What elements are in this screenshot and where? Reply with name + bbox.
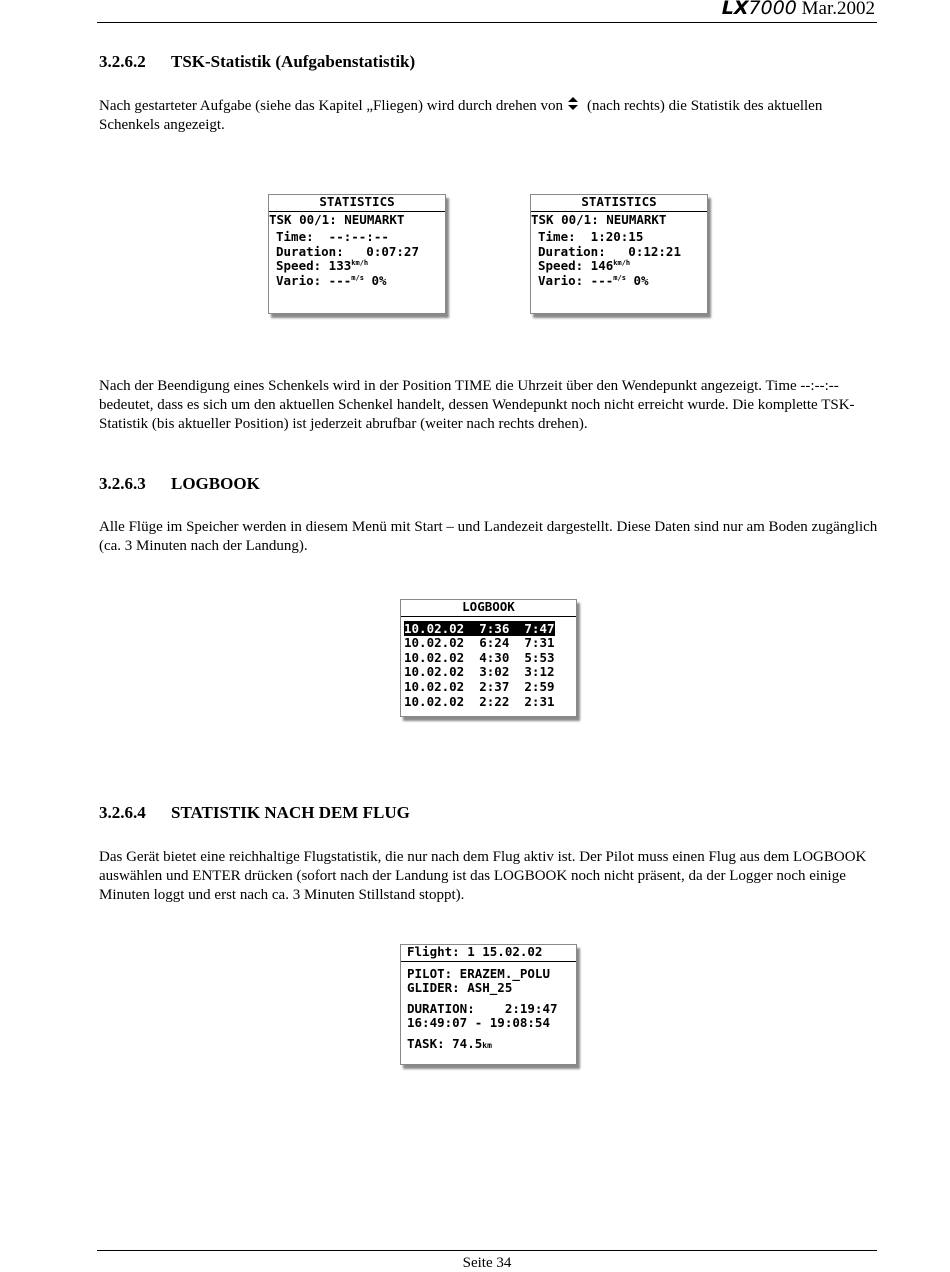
logbook-row[interactable]: 10.02.02 2:22 2:31 (404, 693, 555, 709)
section-heading-logbook: 3.2.6.3 LOGBOOK (99, 474, 260, 493)
screen-speed-line: Speed: $133^{km/h}$ (276, 258, 369, 274)
logbook-row[interactable]: 10.02.02 6:24 7:31 (404, 635, 555, 651)
paragraph-logbook: Alle Flüge im Speicher werden in diesem Menü mit Start – und Landezeit dargestellt. Diese Daten sind nur am Boden zugänglich (ca. 3 Minuten nach der Landung). (99, 519, 878, 554)
flight-task-line: TASK: 74.5km (407, 1035, 492, 1051)
screen-title: STATISTICS (531, 195, 707, 212)
paragraph-schenkel-end: Nach der Beendigung eines Schenkels wird in der Position TIME die Uhrzeit über den Wendepunkt angezeigt. Time --:--:-- bedeutet, dass es sich um den aktuellen Schenkel handelt, dessen Wendepunkt noch nicht erreicht wurde. Die komplette TSK-Statistik (bis aktueller Position) ist jederzeit abrufbar (weiter nach rechts drehen). (99, 378, 855, 432)
screen-duration-line: Duration: 0:07:27 (276, 243, 419, 259)
screen-task-line: TSK 00/1: NEUMARKT (269, 211, 405, 227)
logbook-row[interactable]: 10.02.02 2:37 2:59 (404, 678, 555, 694)
header-date: Mar.2002 (801, 0, 875, 19)
screen-vario-line: Vario: ---$^{m/s}$ 0% (538, 272, 649, 288)
flight-duration-line: DURATION: 2:19:47 (407, 1000, 558, 1016)
screen-vario-line: Vario: ---$^{m/s}$ 0% (276, 272, 387, 288)
flight-pilot-line: PILOT: ERAZEM._POLU (407, 965, 550, 981)
page-footer (97, 1250, 877, 1271)
lx7000-logo: LX7000 (721, 0, 797, 19)
flight-times-line: 16:49:07 - 19:08:54 (407, 1015, 550, 1031)
screen-speed-line: Speed: $146^{km/h}$ (538, 258, 631, 274)
page-header (97, 0, 877, 23)
section-heading-statistik-nach-dem-flug: 3.2.6.4 STATISTIK NACH DEM FLUG (99, 803, 410, 822)
statistics-screen-2 (530, 194, 708, 314)
screen-time-line: Time: 1:20:15 (538, 229, 644, 245)
section-heading-tsk-statistik: 3.2.6.2 TSK-Statistik (Aufgabenstatistik) (99, 52, 416, 71)
logbook-row-selected[interactable]: 10.02.02 7:36 7:47 (404, 620, 555, 636)
logbook-row[interactable]: 10.02.02 4:30 5:53 (404, 649, 555, 665)
flight-statistics-screen (400, 944, 577, 1065)
paragraph-tsk-intro: Nach gestarteter Aufgabe (siehe das Kapitel „Fliegen) wird durch drehen von (nach rechts) die Statistik des aktuellen Schenkels angezeigt. (99, 98, 823, 133)
paragraph-flight-stats: Das Gerät bietet eine reichhaltige Flugstatistik, die nur nach dem Flug aktiv ist. Der Pilot muss einen Flug aus dem LOGBOOK auswählen und ENTER drücken (sofort nach der Landung ist das LOGBOOK noch nicht präsent, da der Logger noch einige Minuten loggt und erst nach ca. 3 Minuten Stillstand stoppt). (99, 849, 867, 903)
logbook-title: LOGBOOK (401, 600, 576, 617)
up-down-arrows-icon (567, 97, 579, 111)
screen-duration-line: Duration: 0:12:21 (538, 243, 681, 259)
screen-task-line: TSK 00/1: NEUMARKT (531, 211, 667, 227)
logbook-row[interactable]: 10.02.02 3:02 3:12 (404, 664, 555, 680)
flight-glider-line: GLIDER: ASH_25 (407, 980, 513, 996)
logbook-row[interactable] (404, 622, 576, 637)
header-right (722, 0, 875, 20)
page-number: Seite 34 (462, 1255, 512, 1271)
screen-time-line: Time: --:--:-- (276, 229, 389, 245)
statistics-screen-1 (268, 194, 446, 314)
logbook-screen (400, 599, 577, 717)
screen-title: STATISTICS (269, 195, 445, 212)
flight-title: Flight: 1 15.02.02 (401, 945, 576, 962)
